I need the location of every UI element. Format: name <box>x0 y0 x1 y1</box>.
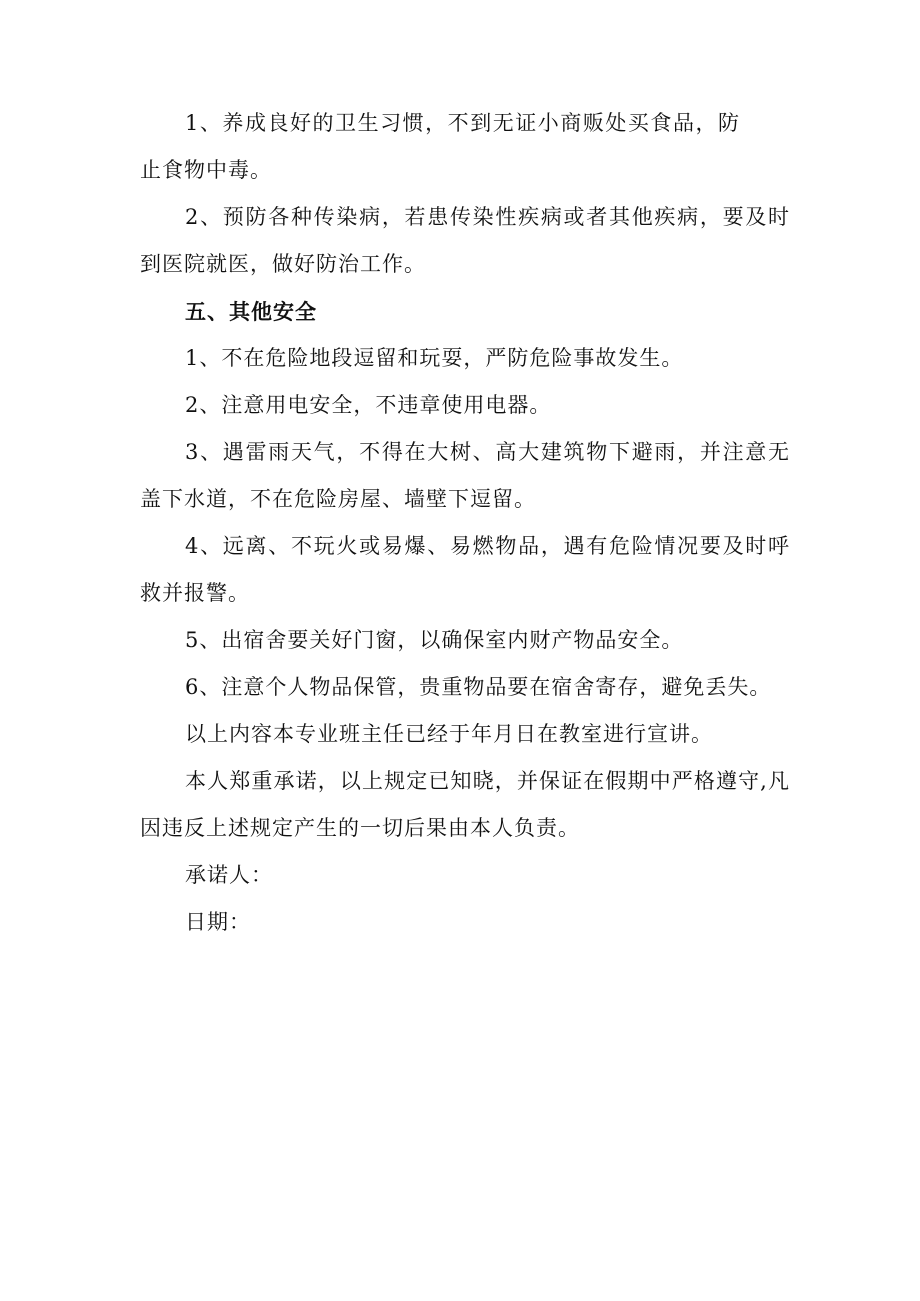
paragraph-dangerous-areas: 1、不在危险地段逗留和玩耍，严防危险事故发生。 <box>185 346 684 370</box>
section-heading-other-safety: 五、其他安全 <box>185 299 317 324</box>
paragraph-electrical-safety: 2、注意用电安全，不违章使用电器。 <box>185 393 552 417</box>
paragraph-thunderstorm-safety: 3、遇雷雨天气，不得在大树、高大建筑物下避雨，并注意无盖下水道，不在危险房屋、墙壁下逗留。 <box>140 440 790 511</box>
paragraph-disease-prevention: 2、预防各种传染病，若患传染性疾病或者其他疾病，要及时到医院就医，做好防治工作。 <box>140 205 790 276</box>
pledger-signature-label: 承诺人： <box>185 863 273 887</box>
date-label: 日期： <box>185 910 251 934</box>
paragraph-fire-safety: 4、远离、不玩火或易爆、易燃物品，遇有危险情况要及时呼救并报警。 <box>140 534 790 605</box>
paragraph-pledge-statement: 本人郑重承诺，以上规定已知晓，并保证在假期中严格遵守,凡因违反上述规定产生的一切后果由本人负责。 <box>140 769 790 840</box>
paragraph-hygiene-habits: 1、养成良好的卫生习惯，不到无证小商贩处买食品，防止食物中毒。 <box>140 111 740 182</box>
paragraph-personal-belongings: 6、注意个人物品保管，贵重物品要在宿舍寄存，避免丢失。 <box>185 675 772 699</box>
paragraph-dorm-security: 5、出宿舍要关好门窗，以确保室内财产物品安全。 <box>185 628 684 652</box>
paragraph-briefing-note: 以上内容本专业班主任已经于年月日在教室进行宣讲。 <box>185 722 713 746</box>
document-body <box>140 100 790 946</box>
